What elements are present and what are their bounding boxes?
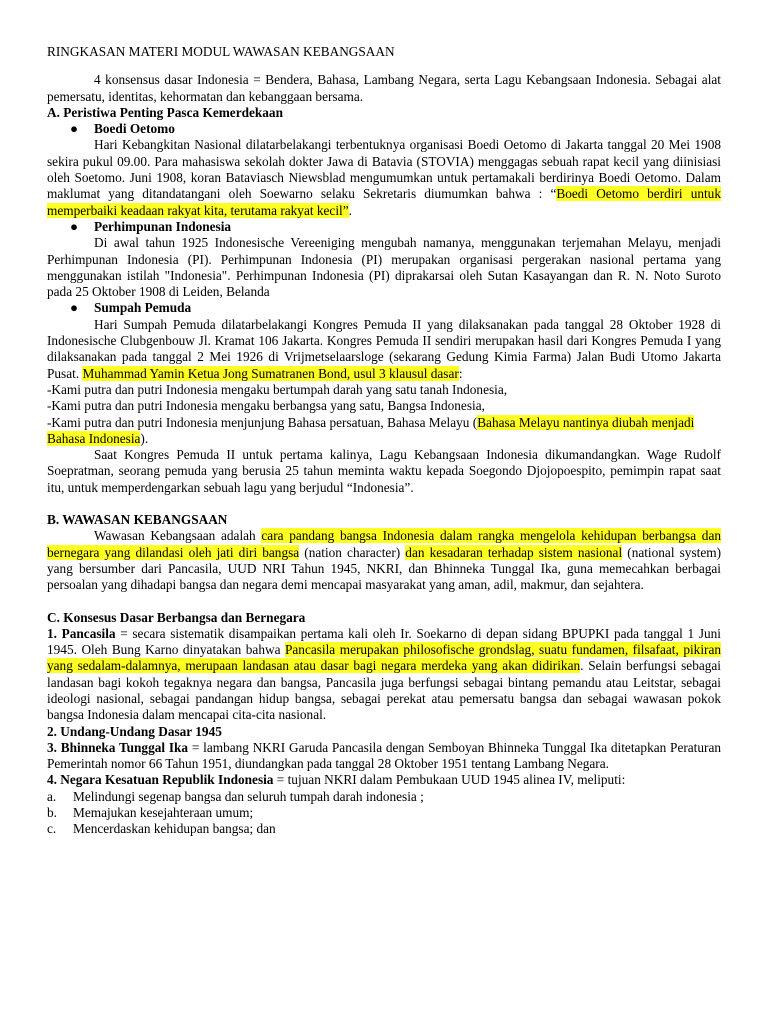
list-item — [47, 789, 721, 805]
subheading-label: Perhimpunan Indonesia — [94, 218, 232, 234]
oath-line-1: -Kami putra dan putri Indonesia mengaku bertumpah darah yang satu tanah Indonesia, — [47, 381, 508, 397]
subheading-boedi-oetomo — [47, 121, 721, 137]
document-body — [47, 44, 721, 838]
item-label: 1. Pancasila — [47, 625, 116, 641]
list-marker: a. — [47, 788, 57, 804]
highlight-text: Bahasa Melayu nantinya diubah menjadi Bahasa Indonesia — [47, 414, 695, 446]
list-marker: b. — [47, 805, 57, 821]
list-text: Memajukan kesejahteraan umum; — [73, 805, 254, 821]
list-item — [47, 805, 721, 821]
oath-line-2: -Kami putra dan putri Indonesia mengaku berbangsa yang satu, Bangsa Indonesia, — [47, 398, 485, 414]
highlight-text: cara pandang bangsa Indonesia dalam rangka mengelola kehidupan berbangsa dan bernegara yang dilandasi oleh jati diri bangsa — [47, 528, 721, 560]
item-label: 4. Negara Kesatuan Republik Indonesia — [47, 772, 274, 788]
highlight-text: Boedi Oetomo berdiri untuk memperbaiki keadaan rakyat kita, terutama rakyat kecil” — [47, 186, 721, 218]
bullet-icon: ● — [69, 218, 78, 234]
list-marker: c. — [47, 821, 57, 837]
nkri-paragraph: 4. Negara Kesatuan Republik Indonesia = tujuan NKRI dalam Pembukaan UUD 1945 alinea IV, meliputi: — [47, 772, 626, 788]
perhimpunan-paragraph: Di awal tahun 1925 Indonesische Vereeniging mengubah namanya, menggunakan terjemahan Melayu, menjadi Perhimpunan Indonesia (PI). Perhimpunan Indonesia (PI) merupakan organisasi pergerakan nasional pertama yang menggunakan istilah "Indonesia". Perhimpunan Indonesia (PI) diprakarsai oleh Sutan Kasayangan dan R. N. Noto Suroto pada 25 Oktober 1908 di Leiden, Belanda — [47, 235, 721, 300]
highlight-text: Muhammad Yamin Ketua Jong Sumatranen Bond, usul 3 klausul dasar — [82, 365, 459, 381]
uud-1945-item: 2. Undang-Undang Dasar 1945 — [47, 723, 222, 739]
list-text: Melindungi segenap bangsa dan seluruh tumpah darah indonesia ; — [73, 788, 424, 804]
sumpah-pemuda-paragraph: Hari Sumpah Pemuda dilatarbelakangi Kongres Pemuda II yang dilaksanakan pada tanggal 28 Oktober 1928 di Indonesische Clubgenbouw Jl. Kramat 106 Jakarta. Kongres Pemuda II sendiri merupakan hasil dari Kongres Pemuda I yang dilaksanakan pada tanggal 2 Mei 1926 di Vrijmetselaarsloge (sekarang Gedung Kimia Farma) Jalan Budi Utomo Jakarta Pusat. Muhammad Yamin Ketua Jong Sumatranen Bond, usul 3 klausul dasar: — [47, 316, 721, 381]
boedi-oetomo-paragraph: Hari Kebangkitan Nasional dilatarbelakangi terbentuknya organisasi Boedi Oetomo di Jakarta tanggal 20 Mei 1908 sekira pukul 09.00. Para mahasiswa sekolah dokter Jawa di Batavia (STOVIA) menggagas sebuah rapat kecil yang diinisiasi oleh Soetomo. Juni 1908, koran Bataviasch Niewsblad mengumumkan untuk pertamakali berdirinya Boedi Oetomo. Dalam maklumat yang ditandatangani oleh Soewarno selaku Sekretaris diumumkan bahwa : “Boedi Oetomo berdiri untuk memperbaiki keadaan rakyat kita, terutama rakyat kecil”. — [47, 137, 721, 218]
bullet-icon: ● — [69, 121, 78, 137]
kongres-paragraph: Saat Kongres Pemuda II untuk pertama kalinya, Lagu Kebangsaan Indonesia dikumandangkan. Wage Rudolf Soepratman, seorang pemuda yang berusia 25 tahun meminta waktu kepada Soegondo Djojopoespito, pemimpin rapat saat itu, untuk memperdengarkan sebuah lagu yang berjudul “Indonesia”. — [47, 447, 721, 495]
subheading-label: Sumpah Pemuda — [94, 300, 192, 316]
wawasan-kebangsaan-paragraph: Wawasan Kebangsaan adalah cara pandang bangsa Indonesia dalam rangka mengelola kehidupan berbangsa dan bernegara yang dilandasi oleh jati diri bangsa (nation character) dan kesadaran terhadap sistem nasional (national system) yang bersumber dari Pancasila, UUD NRI Tahun 1945, NKRI, dan Bhinneka Tunggal Ika, guna memecahkan berbagai persoalan yang dihadapi bangsa dan negara demi mencapai masyarakat yang aman, adil, makmur, dan sejahtera. — [47, 528, 721, 593]
intro-paragraph: 4 konsensus dasar Indonesia = Bendera, Bahasa, Lambang Negara, serta Lagu Kebangsaan Indonesia. Sebagai alat pemersatu, identitas, kehormatan dan kebanggaan bersama. — [47, 72, 721, 104]
highlight-text: dan kesadaran terhadap sistem nasional — [405, 544, 623, 560]
subheading-label: Boedi Oetomo — [94, 121, 175, 137]
item-label: 3. Bhinneka Tunggal Ika — [47, 739, 189, 755]
list-item — [47, 821, 721, 837]
subheading-perhimpunan-indonesia — [47, 219, 721, 235]
highlight-text: Pancasila merupakan philosofische grondslag, suatu fundamen, filsafaat, pikiran yang sedalam-dalamnya, merupaan landasan atau dasar bagi negara merdeka yang akan didirikan — [47, 642, 721, 674]
oath-line-3: -Kami putra dan putri Indonesia menjunjung Bahasa persatuan, Bahasa Melayu (Bahasa Melayu nantinya diubah menjadi Bahasa Indonesia). — [47, 414, 695, 446]
section-b-heading: B. WAWASAN KEBANGSAAN — [47, 512, 228, 528]
pancasila-paragraph: 1. Pancasila = secara sistematik disampaikan pertama kali oleh Ir. Soekarno di depan sidang BPUPKI pada tanggal 1 Juni 1945. Oleh Bung Karno dinyatakan bahwa Pancasila merupakan philosofische grondslag, suatu fundamen, filsafaat, pikiran yang sedalam-dalamnya, merupaan landasan atau dasar bagi negara merdeka yang akan didirikan. Selain berfungsi sebagai landasan bagi kokoh tegaknya negara dan bangsa, Pancasila juga berfungsi sebagai bintang pemandu atau Leitstar, sebagai ideologi nasional, sebagai pandangan hidup bangsa, sebagai perekat atau pemersatu bangsa dan sebagai wawasan pokok bangsa Indonesia dalam mencapai cita-cita nasional. — [47, 625, 721, 723]
document-title: RINGKASAN MATERI MODUL WAWASAN KEBANGSAAN — [47, 44, 395, 59]
subheading-sumpah-pemuda — [47, 300, 721, 316]
bullet-icon: ● — [69, 300, 78, 316]
section-c-heading: C. Konsesus Dasar Berbangsa dan Bernegara — [47, 609, 306, 625]
list-text: Mencerdaskan kehidupan bangsa; dan — [73, 821, 276, 837]
bhinneka-paragraph: 3. Bhinneka Tunggal Ika = lambang NKRI Garuda Pancasila dengan Semboyan Bhinneka Tunggal Ika ditetapkan Peraturan Pemerintah nomor 66 Tahun 1951, diundangkan pada tanggal 28 Oktober 1951 tentang Lambang Negara. — [47, 739, 721, 772]
section-a-heading: A. Peristiwa Penting Pasca Kemerdekaan — [47, 104, 283, 120]
